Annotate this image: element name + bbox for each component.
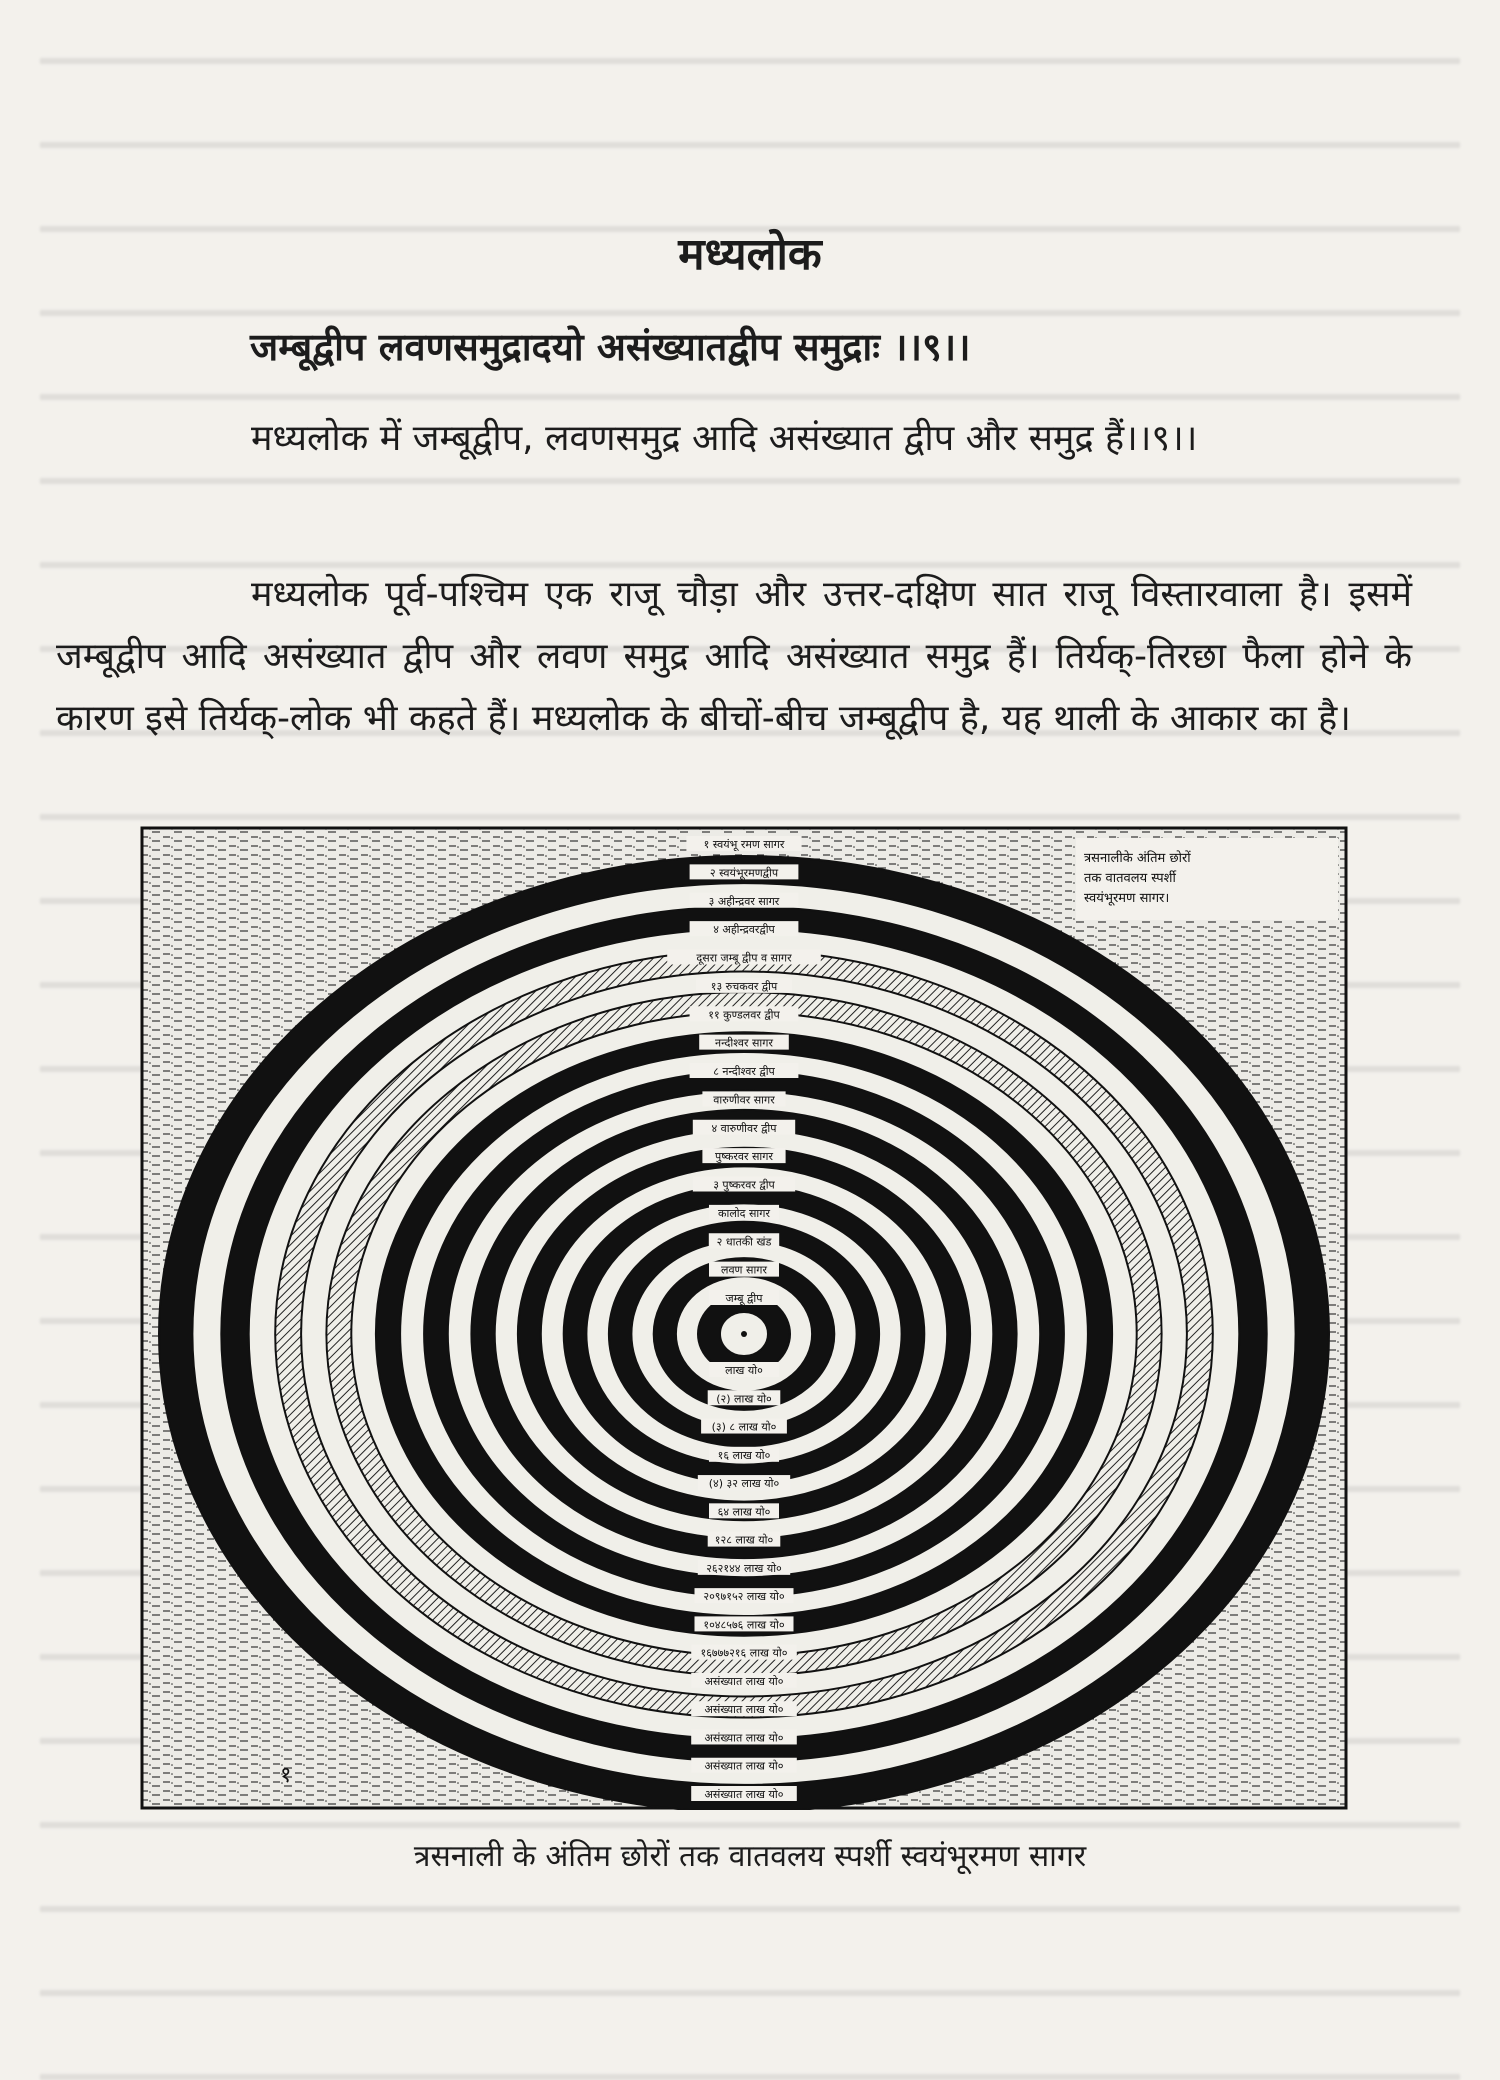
ring-label-bottom: १२८ लाख यो० — [714, 1533, 774, 1547]
paragraph-1 — [56, 408, 1412, 470]
ring-label-bottom: २६२१४४ लाख यो० — [706, 1561, 782, 1575]
ring-label-top: ३ पुष्करवर द्वीप — [713, 1178, 775, 1192]
paragraph-1-text: मध्यलोक में जम्बूद्वीप, लवणसमुद्र आदि असंख्यात द्वीप और समुद्र हैं।।९।। — [251, 418, 1198, 459]
ring-label-top: जम्बू द्वीप — [725, 1292, 763, 1305]
ring-label-top: दूसरा जम्बू द्वीप व सागर — [696, 951, 792, 965]
bleed-line — [40, 84, 1460, 148]
bleed-line — [40, 504, 1460, 568]
ring-label-bottom: असंख्यात लाख यो० — [704, 1788, 784, 1801]
ring-label-top: ४ वारुणीवर द्वीप — [711, 1121, 777, 1135]
ring-label-top: लवण सागर — [720, 1263, 768, 1277]
concentric-rings-diagram — [140, 826, 1348, 1810]
ring-group — [159, 856, 1329, 1810]
ring-label-bottom: असंख्यात लाख यो० — [704, 1731, 784, 1745]
ring-label-bottom: (३) ८ लाख यो० — [711, 1420, 777, 1434]
paragraph-2-text: मध्यलोक पूर्व-पश्चिम एक राजू चौड़ा और उत्तर-दक्षिण सात राजू विस्तारवाला है। इसमें जम्बूद्वीप आदि असंख्यात द्वीप और लवण समुद्र आदि असंख्यात समुद्र हैं। तिर्यक्-तिरछा फैला होने के कारण इसे तिर्यक्-लोक भी कहते हैं। मध्यलोक के बीचों-बीच जम्बूद्वीप है, यह थाली के आकार का है। — [56, 574, 1412, 739]
figure-note: त्रसनालीके अंतिम छोरों तक वातवलय स्पर्शी स्वयंभूरमण सागर। — [1084, 851, 1191, 906]
paragraph-2 — [56, 564, 1412, 750]
madhyalok-figure — [140, 826, 1348, 1810]
bleed-line — [40, 1932, 1460, 1996]
bleed-line — [40, 2016, 1460, 2080]
ring-label-top: पुष्करवर सागर — [715, 1150, 773, 1164]
bleed-line — [40, 756, 1460, 820]
ring-label-bottom: असंख्यात लाख यो० — [704, 1703, 784, 1717]
center-point — [741, 1331, 747, 1337]
ring-label-bottom: १०४८५७६ लाख यो० — [703, 1618, 785, 1632]
figure-marker: १ — [280, 1763, 292, 1788]
ring-label-top: १३ रुचकवर द्वीप — [710, 979, 778, 993]
ring-label-top: नन्दीश्वर सागर — [715, 1036, 773, 1050]
ring-label-bottom: असंख्यात लाख यो० — [704, 1674, 784, 1688]
ring-label-top: २ धातकी खंड — [716, 1235, 772, 1249]
ring-label-top: ३ अहीन्द्रवर सागर — [708, 894, 780, 908]
ring-label-top: ४ अहीन्द्रवरद्वीप — [713, 923, 775, 937]
ring-label-bottom: (४) ३२ लाख यो० — [708, 1477, 780, 1491]
figure-caption: त्रसनाली के अंतिम छोरों तक वातवलय स्पर्शी स्वयंभूरमण सागर — [413, 1839, 1087, 1874]
ring-label-bottom: १६ लाख यो० — [717, 1448, 771, 1462]
sutra-verse: जम्बूद्वीप लवणसमुद्रादयो असंख्यातद्वीप समुद्राः ।।९।। — [250, 325, 971, 369]
ring-label-bottom: ६४ लाख यो० — [717, 1505, 771, 1519]
ring-label-top: २ स्वयंभूरमणद्वीप — [709, 866, 779, 880]
ring-label-bottom: १६७७७२१६ लाख यो० — [700, 1646, 788, 1660]
ring-label-top: कालोद सागर — [718, 1206, 770, 1220]
ring-label-bottom: लाख यो० — [725, 1364, 763, 1377]
ring-label-top: १ स्वयंभू रमण सागर — [703, 838, 785, 851]
ring-label-top: ११ कुण्डलवर द्वीप — [708, 1008, 780, 1022]
ring-label-top: ८ नन्दीश्वर द्वीप — [713, 1065, 775, 1078]
ring-label-top: वारुणीवर सागर — [713, 1093, 775, 1107]
ring-label-bottom: असंख्यात लाख यो० — [704, 1759, 784, 1773]
bleed-line — [40, 0, 1460, 64]
ring-label-bottom: २०९७१५२ लाख यो० — [703, 1590, 785, 1604]
page-heading: मध्यलोक — [678, 229, 822, 280]
ring-label-bottom: (२) लाख यो० — [716, 1392, 772, 1406]
